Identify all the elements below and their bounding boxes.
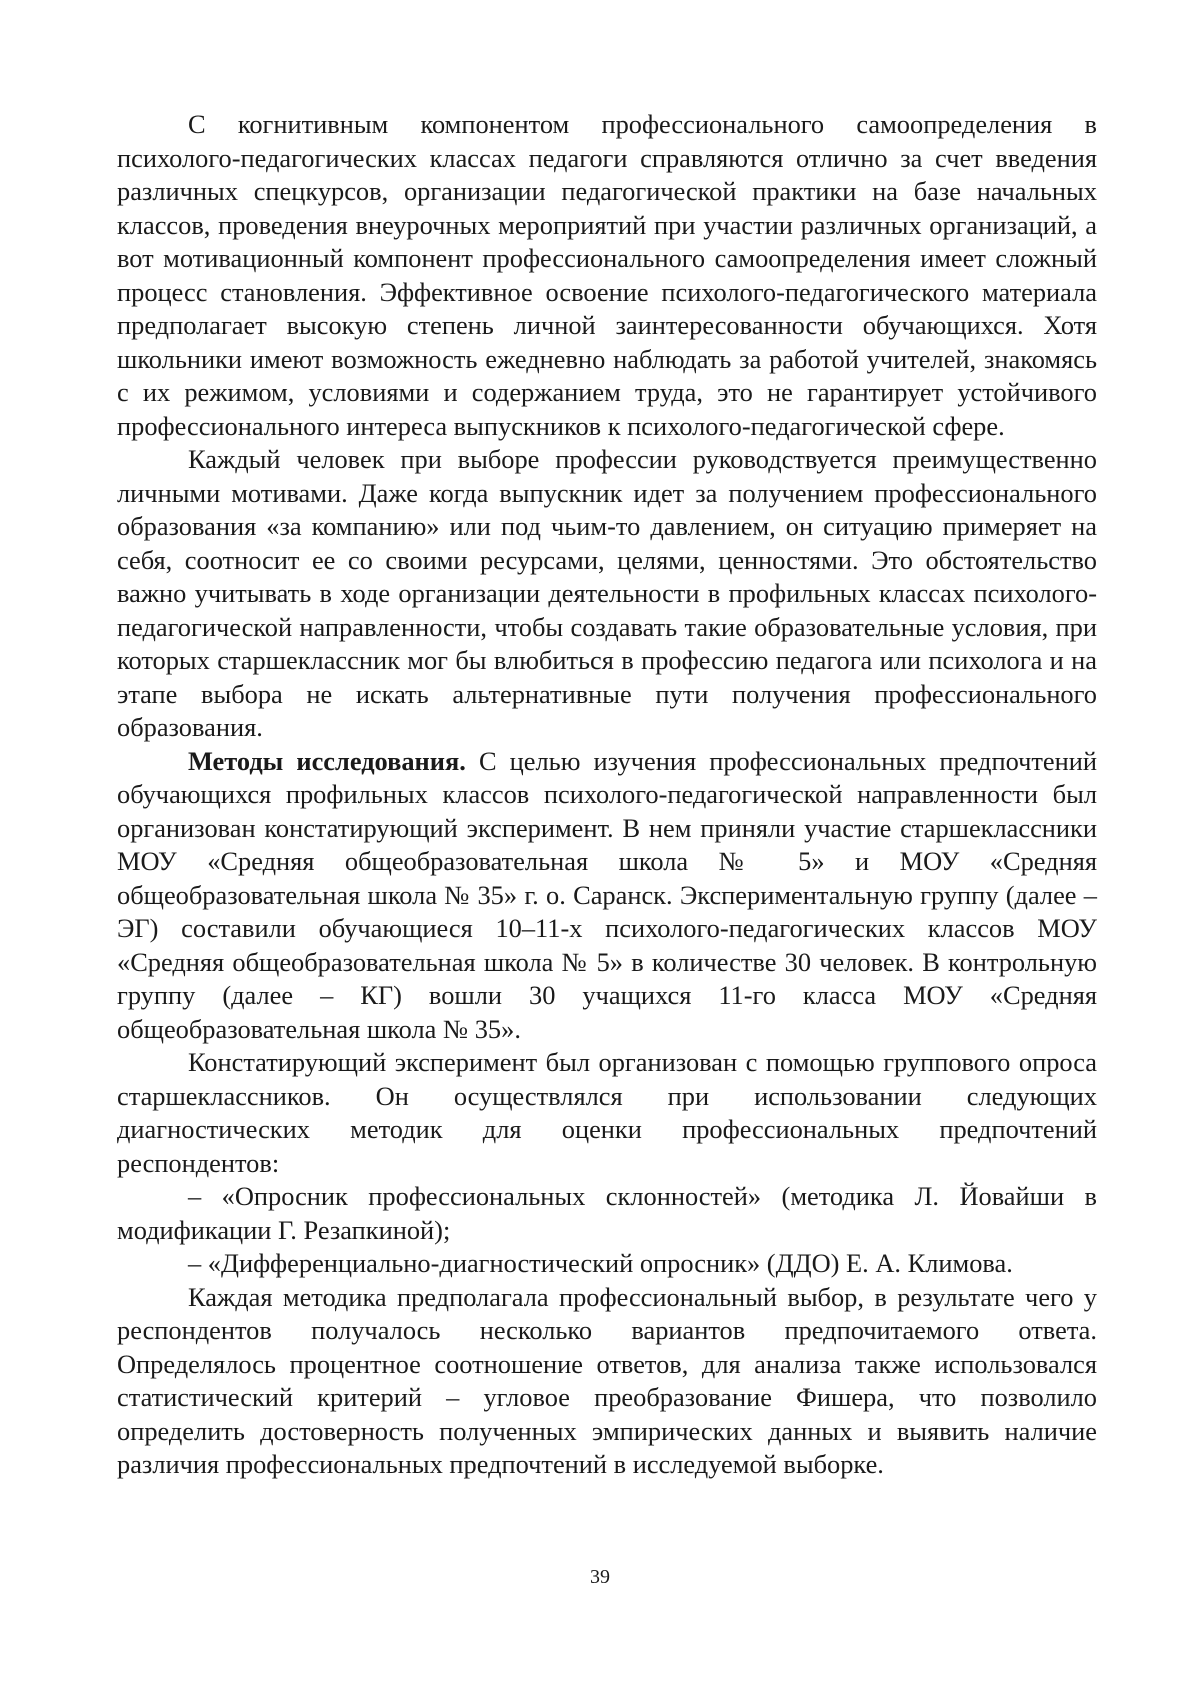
paragraph-text: Каждый человек при выборе профессии руководствуется преимущественно личными мотивами. Даже когда выпускник идет за получением профессионального образования «за компанию» или под чьим-то давлением, он ситуацию примеряет на себя, соотносит ее со своими ресурсами, целями, ценностями. Это обстоятельство важно учитывать в ходе организации деятельности в профильных классах психолого-педагогической направленности, чтобы создавать такие образовательные условия, при которых старшеклассник мог бы влюбиться в профессию педагога или психолога и на этапе выбора не искать альтернативные пути получения профессионального образования. [117, 444, 1097, 742]
section-lead-heading: Методы исследования. [188, 745, 466, 776]
paragraph-cognitive-component [117, 108, 1097, 443]
paragraph-survey [117, 1046, 1097, 1180]
paragraph-text: Каждая методика предполагала профессиональный выбор, в результате чего у респондентов получалось несколько вариантов предпочитаемого ответа. Определялось процентное соотношение ответов, для анализа также использовался статистический критерий – угловое преобразование Фишера, что позволило определить достоверность полученных эмпирических данных и выявить наличие различия профессиональных предпочтений в исследуемой выборке. [117, 1281, 1097, 1479]
list-item-method-1 [117, 1180, 1097, 1247]
paragraph-text: Констатирующий эксперимент был организован с помощью группового опроса старшеклассников. Он осуществлялся при использовании следующих диагностических методик для оценки профессиональных предпочтений респондентов: [117, 1047, 1097, 1178]
paragraph-text: С целью изучения профессиональных предпочтений обучающихся профильных классов психолого-педагогической направленности был организован констатирующий эксперимент. В нем приняли участие старшеклассники МОУ «Средняя общеобразовательная школа № 5» и МОУ «Средняя общеобразовательная школа № 35» г. о. Саранск. Экспериментальную группу (далее – ЭГ) составили обучающиеся 10–11-х психолого-педагогических классов МОУ «Средняя общеобразовательная школа № 5» в количестве 30 человек. В контрольную группу (далее – КГ) вошли 30 учащихся 11-го класса МОУ «Средняя общеобразовательная школа № 35». [117, 745, 1097, 1044]
page-number: 39 [590, 1566, 610, 1588]
paragraph-text: С когнитивным компонентом профессионального самоопределения в психолого-педагогических классах педагоги справляются отлично за счет введения различных спецкурсов, организации педагогической практики на базе начальных классов, проведения внеурочных мероприятий при участии различных организаций, а вот мотивационный компонент профессионального самоопределения имеет сложный процесс становления. Эффективное освоение психолого-педагогического материала предполагает высокую степень личной заинтересованности обучающихся. Хотя школьники имеют возможность ежедневно наблюдать за работой учителей, знакомясь с их режимом, условиями и содержанием труда, это не гарантирует устойчивого профессионального интереса выпускников к психолого-педагогической сфере. [117, 109, 1097, 441]
paragraph-research-methods [117, 745, 1097, 1047]
paragraph-analysis [117, 1281, 1097, 1482]
paragraph-text: – «Дифференциально-диагностический опросник» (ДДО) Е. А. Климова. [188, 1248, 1013, 1278]
paragraph-text: – «Опросник профессиональных склонностей» (методика Л. Йовайши в модификации Г. Резапкиной); [117, 1181, 1097, 1245]
paragraph-personal-motives [117, 443, 1097, 745]
body-text [117, 108, 1097, 1482]
list-item-method-2 [117, 1247, 1097, 1281]
